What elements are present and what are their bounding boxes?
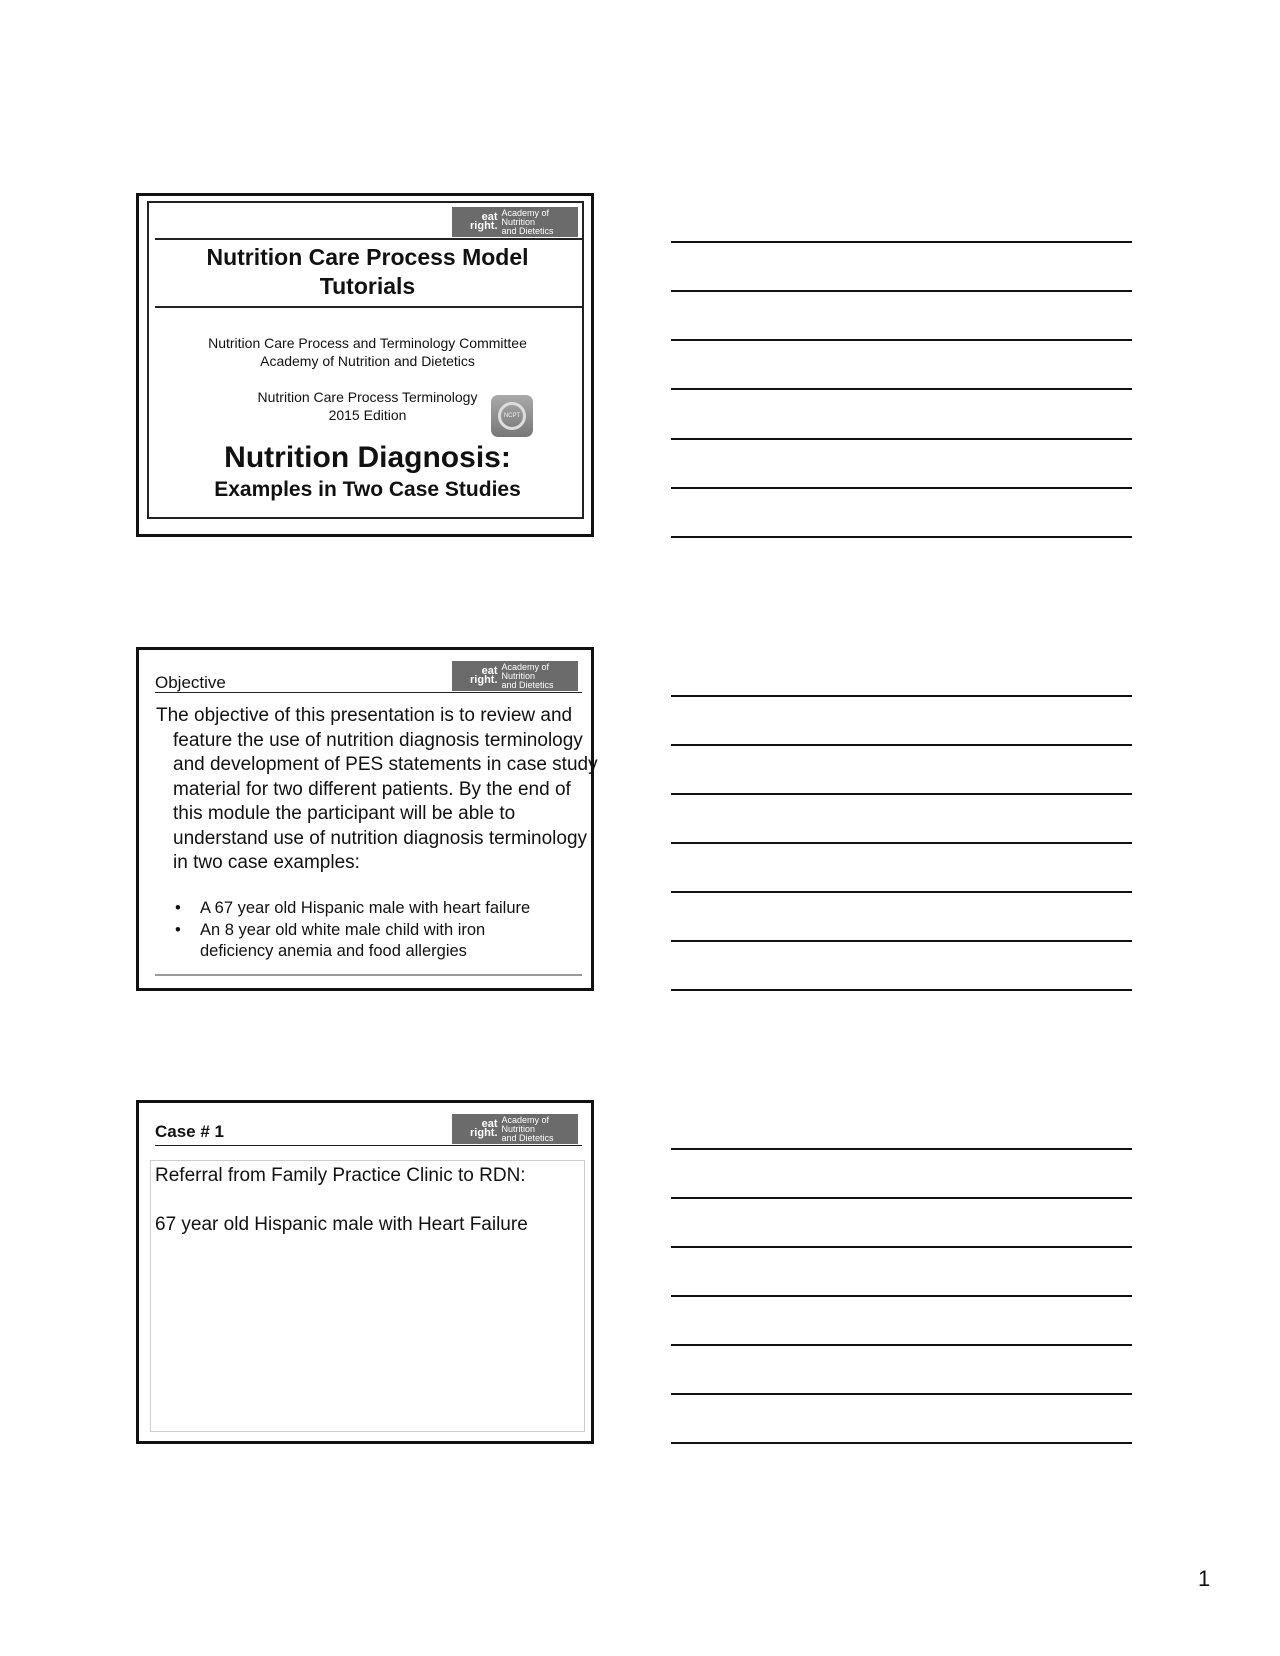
divider	[155, 306, 582, 308]
note-line	[671, 487, 1132, 489]
logo-mark: eat right.	[470, 1118, 498, 1139]
slide-title-text: Case # 1	[155, 1122, 224, 1141]
note-line	[671, 1197, 1132, 1199]
title-line: Nutrition Care Process Model	[206, 244, 529, 270]
logo-text: and Dietetics	[501, 1132, 554, 1143]
bullet-list	[175, 898, 569, 963]
note-line	[671, 989, 1132, 991]
patient-text: 67 year old Hispanic male with Heart Failure	[155, 1214, 528, 1235]
bullet-item: • An 8 year old white male child with iron deficiency anemia and food allergies	[179, 920, 499, 963]
slide-subheading: Examples in Two Case Studies	[214, 478, 521, 501]
divider	[155, 238, 582, 240]
note-line	[671, 1295, 1132, 1297]
note-line	[671, 842, 1132, 844]
note-line	[671, 536, 1132, 538]
slide-title-heading	[149, 243, 586, 301]
slide-heading: Nutrition Diagnosis:	[224, 441, 511, 474]
slide-title-text: Objective	[155, 673, 226, 692]
note-line	[671, 1393, 1132, 1395]
note-line	[671, 290, 1132, 292]
logo-text: Academy of Nutrition	[501, 661, 550, 681]
slide-objective	[136, 647, 598, 991]
note-line	[671, 438, 1132, 440]
committee-text	[149, 334, 586, 370]
note-line	[671, 339, 1132, 341]
objective-paragraph: The objective of this presentation is to review and feature the use of nutrition diagnosis terminology and development of PES statements in case study material for two different patients. By the end of this module the participant will be able to understand use of nutrition diagnosis terminology in two case examples:	[156, 705, 598, 873]
content-box	[150, 1160, 585, 1432]
referral-text: Referral from Family Practice Clinic to RDN:	[155, 1165, 526, 1186]
academy-logo	[452, 1114, 578, 1144]
committee-line: Academy of Nutrition and Dietetics	[260, 353, 475, 369]
logo-text: Academy of Nutrition	[501, 207, 550, 227]
title-line: Tutorials	[319, 273, 416, 299]
divider	[155, 1145, 582, 1146]
ncpt-icon	[491, 395, 533, 437]
terminology-line: Nutrition Care Process Terminology	[257, 389, 478, 405]
slide-title	[136, 193, 594, 537]
note-line	[671, 744, 1132, 746]
logo-mark: eat right.	[470, 211, 498, 232]
edition-line: 2015 Edition	[328, 407, 407, 423]
note-line	[671, 793, 1132, 795]
logo-mark: eat right.	[470, 665, 498, 686]
note-line	[671, 891, 1132, 893]
bullet-text: A 67 year old Hispanic male with heart failure	[200, 899, 531, 917]
logo-text: and Dietetics	[501, 225, 554, 236]
note-line	[671, 1442, 1132, 1444]
note-line	[671, 241, 1132, 243]
academy-logo	[452, 207, 578, 237]
academy-logo	[452, 661, 578, 691]
note-line	[671, 695, 1132, 697]
note-line	[671, 1148, 1132, 1150]
bullet-item: • A 67 year old Hispanic male with heart failure	[179, 898, 569, 920]
logo-text: Academy of Nutrition	[501, 1114, 550, 1134]
note-line	[671, 1246, 1132, 1248]
note-line	[671, 940, 1132, 942]
divider	[155, 974, 582, 976]
divider	[155, 692, 582, 693]
slide-case-1	[136, 1100, 594, 1444]
note-line	[671, 1344, 1132, 1346]
page-number: 1	[1198, 1566, 1211, 1591]
bullet-text: An 8 year old white male child with iron deficiency anemia and food allergies	[200, 920, 486, 960]
note-line	[671, 388, 1132, 390]
committee-line: Nutrition Care Process and Terminology Committee	[208, 335, 527, 351]
ncpt-icon-label: NCPT	[498, 402, 526, 430]
logo-text: and Dietetics	[501, 679, 554, 690]
